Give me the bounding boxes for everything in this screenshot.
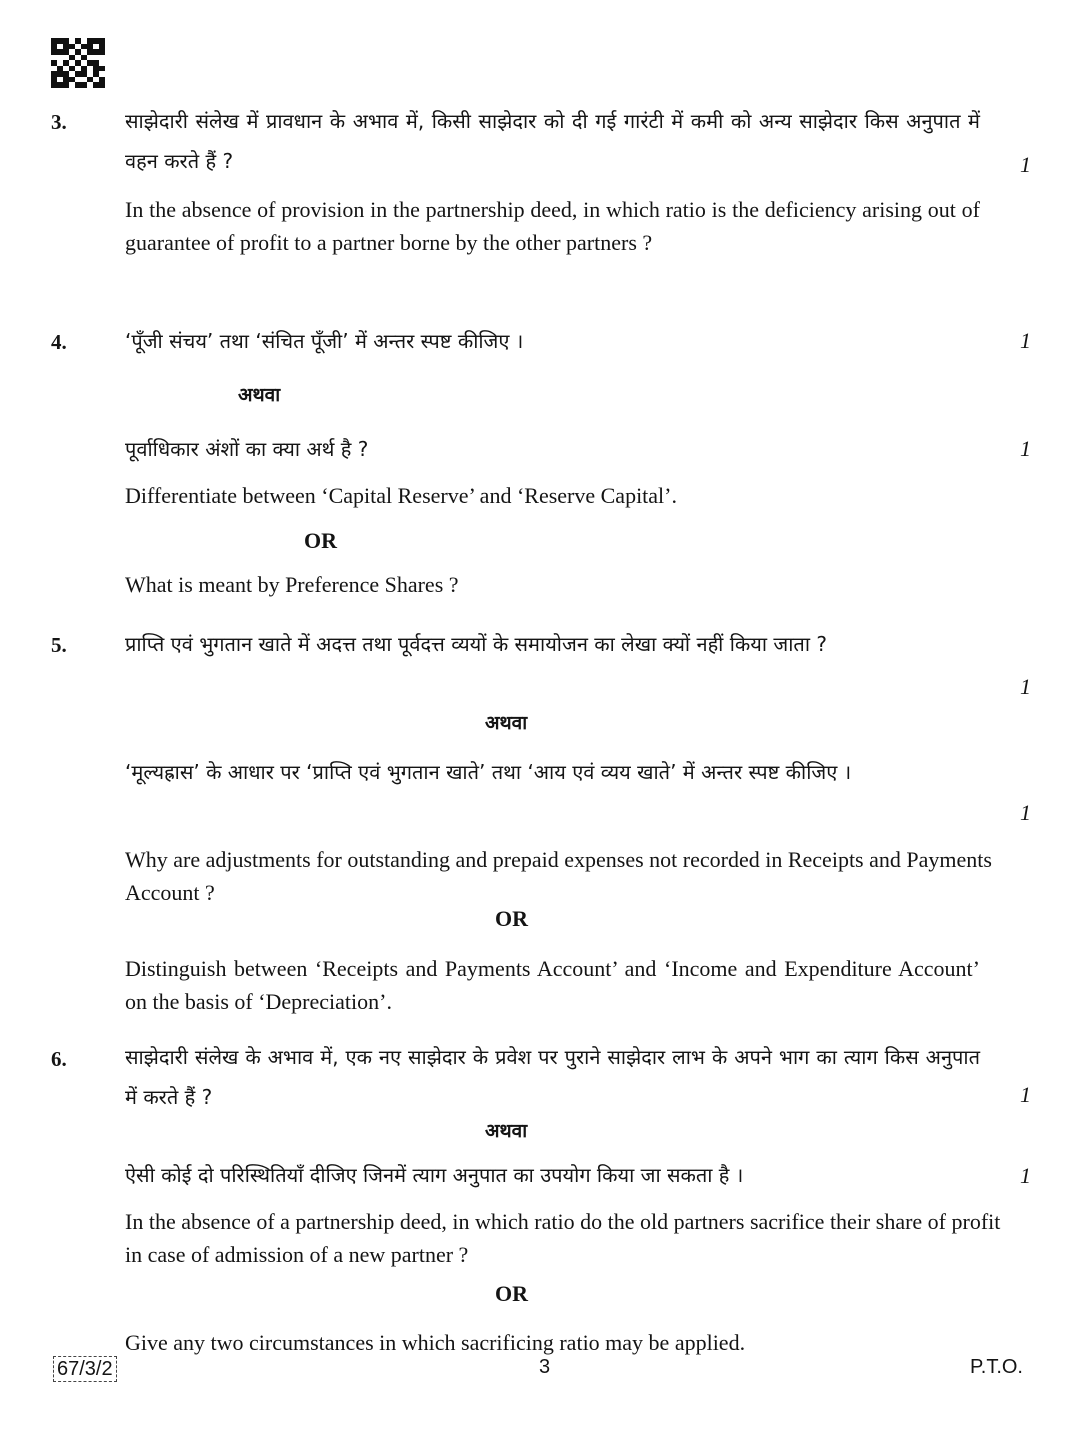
question-6-english: In the absence of a partnership deed, in which ratio do the old partners sacrifice their share of profit in case of admission of a new partner ?: [125, 1209, 1001, 1267]
question-4-english-or: OR: [304, 528, 337, 553]
paper-code: 67/3/2: [53, 1356, 117, 1382]
question-4-mark: 1: [1020, 328, 1031, 353]
question-5-hindi-or: अथवा: [485, 712, 528, 734]
qr-code-icon: [51, 38, 105, 88]
question-6-hindi-or: अथवा: [485, 1120, 528, 1142]
question-4-english-alt: What is meant by Preference Shares ?: [125, 572, 459, 597]
question-4-hindi-or: अथवा: [238, 384, 281, 406]
question-6-number: 6.: [51, 1047, 67, 1071]
page-number: 3: [539, 1356, 551, 1378]
question-6-english-alt: Give any two circumstances in which sacrificing ratio may be applied.: [125, 1330, 746, 1355]
question-3-mark: 1: [1020, 152, 1031, 177]
question-4-mark-alt: 1: [1020, 436, 1031, 461]
question-3-hindi: साझेदारी संलेख में प्रावधान के अभाव में, किसी साझेदार को दी गई गारंटी में कमी को अन्य साझेदार किस अनुपात में वहन करते हैं ?: [125, 109, 980, 173]
question-3-number: 3.: [51, 110, 67, 134]
please-turn-over: P.T.O.: [970, 1356, 1023, 1378]
question-6-english-or: OR: [495, 1281, 528, 1306]
question-5-number: 5.: [51, 633, 67, 657]
question-4-hindi-alt: पूर्वाधिकार अंशों का क्या अर्थ है ?: [125, 437, 369, 461]
question-6-mark-alt: 1: [1020, 1163, 1031, 1188]
question-5-english: Why are adjustments for outstanding and prepaid expenses not recorded in Receipts and Payments Account ?: [125, 847, 992, 905]
question-5-mark: 1: [1020, 674, 1031, 699]
question-6-hindi: साझेदारी संलेख के अभाव में, एक नए साझेदार के प्रवेश पर पुराने साझेदार लाभ के अपने भाग का त्याग किस अनुपात में करते हैं ?: [125, 1045, 980, 1109]
question-4-number: 4.: [51, 330, 67, 354]
question-5-english-or: OR: [495, 906, 528, 931]
question-5-hindi-alt: ‘मूल्यह्रास’ के आधार पर ‘प्राप्ति एवं भुगतान खाते’ तथा ‘आय एवं व्यय खाते’ में अन्तर स्पष्ट कीजिए ।: [125, 760, 852, 784]
question-4-english: Differentiate between ‘Capital Reserve’ and ‘Reserve Capital’.: [125, 483, 677, 508]
question-3-english: In the absence of provision in the partnership deed, in which ratio is the deficiency arising out of guarantee of profit to a partner borne by the other partners ?: [125, 197, 980, 255]
question-5-hindi: प्राप्ति एवं भुगतान खाते में अदत्त तथा पूर्वदत्त व्ययों के समायोजन का लेखा क्यों नहीं किया जाता ?: [125, 632, 827, 656]
question-6-mark: 1: [1020, 1082, 1031, 1107]
question-5-mark-alt: 1: [1020, 800, 1031, 825]
question-5-english-alt: Distinguish between ‘Receipts and Payments Account’ and ‘Income and Expenditure Account’ on the basis of ‘Depreciation’.: [125, 956, 980, 1014]
question-4-hindi: ‘पूँजी संचय’ तथा ‘संचित पूँजी’ में अन्तर स्पष्ट कीजिए ।: [125, 329, 524, 353]
question-6-hindi-alt: ऐसी कोई दो परिस्थितियाँ दीजिए जिनमें त्याग अनुपात का उपयोग किया जा सकता है ।: [125, 1163, 744, 1187]
